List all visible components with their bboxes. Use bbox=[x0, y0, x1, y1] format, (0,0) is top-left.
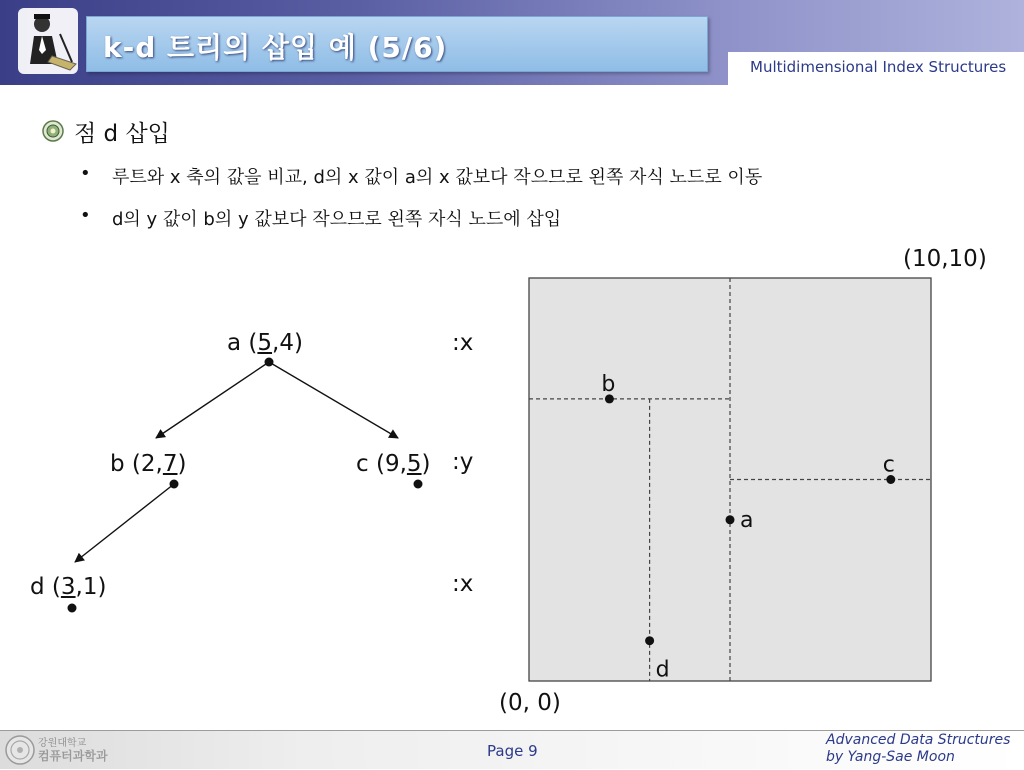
level-label-y: :y bbox=[452, 449, 474, 475]
section-heading: 점 d 삽입 bbox=[74, 121, 170, 147]
tree-node-d: d (3,1) bbox=[30, 574, 107, 600]
level-label-x: :x bbox=[452, 330, 474, 356]
point-label-b: b bbox=[601, 371, 616, 397]
point-a bbox=[726, 515, 735, 524]
bullet-text: 루트와 x 축의 값을 비교, d의 x 값이 a의 x 값보다 작으므로 왼쪽 자식 노드로 이동 bbox=[112, 167, 763, 188]
tree-node-a: a (5,4) bbox=[227, 330, 303, 356]
point-d bbox=[645, 636, 654, 645]
school-name: 강원대학교 컴퓨터과학과 bbox=[38, 738, 108, 763]
bullet-text: d의 y 값이 b의 y 값보다 작으므로 왼쪽 자식 노드에 삽입 bbox=[112, 209, 562, 230]
slide-title: k-d 트리의 삽입 예 (5/6) bbox=[103, 31, 448, 64]
page-number: Page 9 bbox=[487, 742, 538, 760]
bullet-dot: • bbox=[80, 163, 91, 184]
course-credit: Advanced Data Structures by Yang-Sae Moon bbox=[826, 732, 1011, 765]
space-corner-top-right: (10,10) bbox=[903, 246, 987, 272]
university-seal-icon bbox=[4, 734, 36, 770]
slide-subtitle: Multidimensional Index Structures bbox=[750, 58, 1007, 76]
tree-node-b: b (2,7) bbox=[110, 451, 187, 477]
level-label-x: :x bbox=[452, 571, 474, 597]
tree-node-c: c (9,5) bbox=[356, 451, 431, 477]
point-label-a: a bbox=[740, 507, 754, 533]
bullet-dot: • bbox=[80, 205, 91, 226]
point-label-c: c bbox=[882, 452, 895, 478]
point-label-d: d bbox=[655, 657, 670, 683]
space-corner-origin: (0, 0) bbox=[499, 690, 561, 716]
